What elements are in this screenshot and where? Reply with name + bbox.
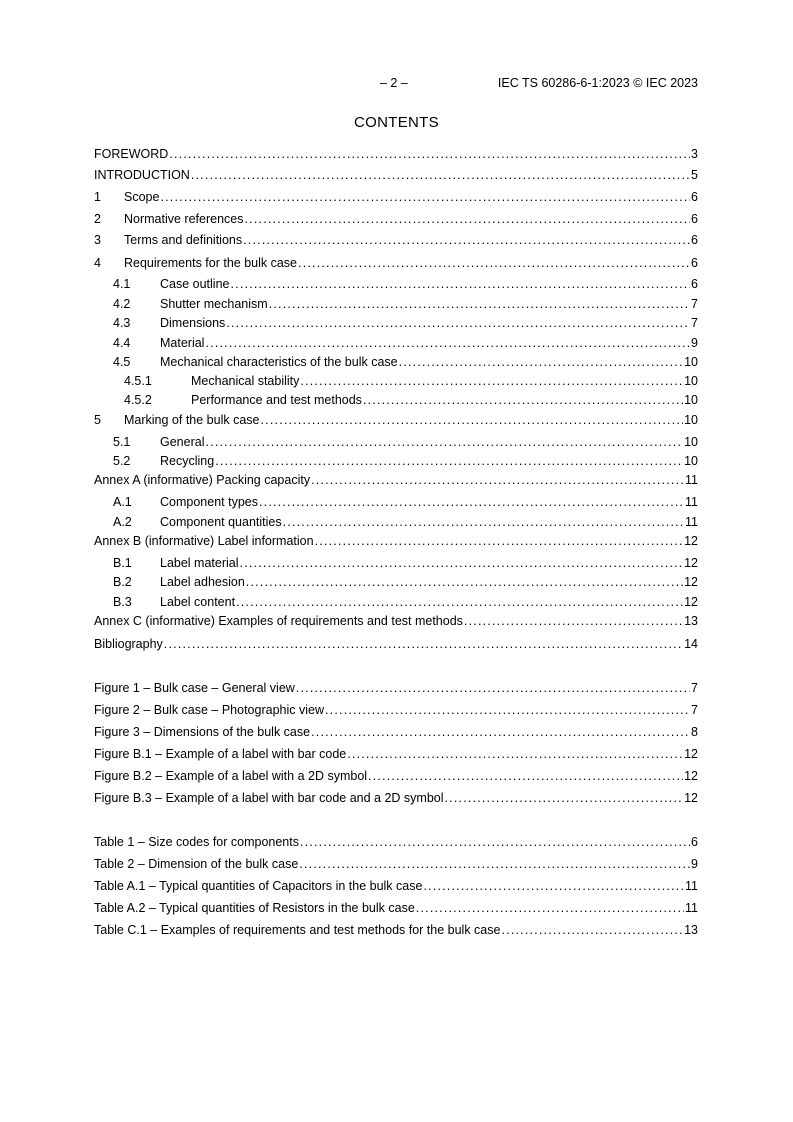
toc-entry-title: Normative references <box>124 212 244 226</box>
dot-leader <box>283 514 684 530</box>
figure-entry-title: Figure 2 – Bulk case – Photographic view <box>94 703 324 717</box>
toc-entry-title: Label material <box>160 556 239 570</box>
dot-leader <box>243 232 690 248</box>
toc-entry-number: 1 <box>94 190 101 204</box>
toc-entry[interactable] <box>94 472 698 488</box>
figure-entry[interactable] <box>94 680 698 696</box>
dot-leader <box>269 296 690 312</box>
toc-entry-number: 4.1 <box>113 277 131 291</box>
toc-entry[interactable] <box>94 276 698 292</box>
toc-entry-title: FOREWORD <box>94 147 169 161</box>
toc-entry-title: Material <box>160 336 205 350</box>
toc-entry[interactable] <box>94 211 698 227</box>
toc-entry-page: 9 <box>691 336 698 350</box>
dot-leader <box>298 255 690 271</box>
figure-entry[interactable] <box>94 724 698 740</box>
toc-entry-page: 5 <box>691 168 698 182</box>
toc-entry[interactable] <box>94 613 698 629</box>
toc-entry-number: 4.2 <box>113 297 131 311</box>
dot-leader <box>300 373 683 389</box>
toc-entry-page: 3 <box>691 147 698 161</box>
toc-entry[interactable] <box>94 296 698 312</box>
figure-entry-page: 12 <box>684 769 698 783</box>
toc-entry-number: 5.1 <box>113 435 131 449</box>
toc-entry-number: 4.3 <box>113 316 131 330</box>
toc-entry-page: 10 <box>684 435 698 449</box>
toc-entry-page: 10 <box>684 393 698 407</box>
table-entry-page: 13 <box>684 923 698 937</box>
dot-leader <box>464 613 683 629</box>
toc-entry-page: 12 <box>684 534 698 548</box>
toc-entry-title: Label content <box>160 595 236 609</box>
contents-title: CONTENTS <box>354 114 439 131</box>
dot-leader <box>363 392 683 408</box>
toc-entry-page: 12 <box>684 556 698 570</box>
toc-entry-page: 14 <box>684 637 698 651</box>
table-entry-title: Table 2 – Dimension of the bulk case <box>94 857 299 871</box>
toc-entry-page: 10 <box>684 413 698 427</box>
figure-entry[interactable] <box>94 746 698 762</box>
toc-entry[interactable] <box>94 594 698 610</box>
toc-entry-number: 4.5.1 <box>124 374 152 388</box>
dot-leader <box>311 472 684 488</box>
toc-entry-page: 10 <box>684 374 698 388</box>
toc-entry-number: 5 <box>94 413 101 427</box>
toc-entry-number: A.1 <box>113 495 132 509</box>
dot-leader <box>259 494 684 510</box>
toc-entry[interactable] <box>94 315 698 331</box>
toc-entry-title: Component quantities <box>160 515 282 529</box>
toc-entry-page: 6 <box>691 190 698 204</box>
document-reference: IEC TS 60286-6-1:2023 © IEC 2023 <box>497 76 698 90</box>
toc-entry-page: 11 <box>685 473 698 487</box>
toc-entry-page: 12 <box>684 595 698 609</box>
dot-leader <box>423 878 684 894</box>
figure-entry-page: 12 <box>684 791 698 805</box>
dot-leader <box>205 335 690 351</box>
dot-leader <box>399 354 683 370</box>
toc-entry-title: Scope <box>124 190 160 204</box>
toc-entry-title: Component types <box>160 495 258 509</box>
figure-entry-title: Figure B.3 – Example of a label with bar code and a 2D symbol <box>94 791 444 805</box>
dot-leader <box>261 412 684 428</box>
dot-leader <box>347 746 683 762</box>
figure-entry-title: Figure B.1 – Example of a label with bar code <box>94 747 347 761</box>
figure-entry-page: 12 <box>684 747 698 761</box>
toc-entry[interactable] <box>94 434 698 450</box>
table-entry[interactable] <box>94 856 698 872</box>
toc-entry[interactable] <box>94 189 698 205</box>
toc-entry-title: Marking of the bulk case <box>124 413 260 427</box>
toc-entry-number: A.2 <box>113 515 132 529</box>
toc-entry-title: Annex C (informative) Examples of requirements and test methods <box>94 614 463 628</box>
figure-entry-title: Figure 1 – Bulk case – General view <box>94 681 295 695</box>
toc-entry-page: 13 <box>684 614 698 628</box>
dot-leader <box>416 900 684 916</box>
figure-entry[interactable] <box>94 768 698 784</box>
toc-entry[interactable] <box>94 636 698 652</box>
page-number: – 2 – <box>380 76 408 90</box>
toc-entry-number: 5.2 <box>113 454 131 468</box>
dot-leader <box>240 555 684 571</box>
dot-leader <box>169 146 690 162</box>
toc-entry-page: 7 <box>691 316 698 330</box>
toc-entry[interactable] <box>94 255 698 271</box>
toc-entry[interactable] <box>94 555 698 571</box>
toc-entry[interactable] <box>94 167 698 183</box>
dot-leader <box>501 922 683 938</box>
toc-entry-title: Annex A (informative) Packing capacity <box>94 473 311 487</box>
table-entry-title: Table A.2 – Typical quantities of Resistors in the bulk case <box>94 901 415 915</box>
table-entry-page: 11 <box>685 879 698 893</box>
table-entry-page: 6 <box>691 835 698 849</box>
toc-entry-title: INTRODUCTION <box>94 168 190 182</box>
dot-leader <box>299 856 690 872</box>
dot-leader <box>315 533 684 549</box>
toc-entry-number: 4.4 <box>113 336 131 350</box>
toc-entry-title: Shutter mechanism <box>160 297 268 311</box>
toc-entry-page: 6 <box>691 256 698 270</box>
toc-entry-number: B.1 <box>113 556 132 570</box>
figure-entry-title: Figure B.2 – Example of a label with a 2D symbol <box>94 769 368 783</box>
figure-entry[interactable] <box>94 702 698 718</box>
toc-entry-page: 11 <box>685 495 698 509</box>
toc-entry[interactable] <box>94 232 698 248</box>
toc-entry-page: 6 <box>691 212 698 226</box>
toc-entry-number: 4.5 <box>113 355 131 369</box>
table-entry[interactable] <box>94 878 698 894</box>
toc-entry-number: 3 <box>94 233 101 247</box>
figure-entry-page: 7 <box>691 703 698 717</box>
table-of-contents <box>94 0 698 1122</box>
toc-entry-page: 10 <box>684 355 698 369</box>
figure-entry[interactable] <box>94 790 698 806</box>
toc-entry[interactable] <box>94 453 698 469</box>
toc-entry-title: Mechanical characteristics of the bulk case <box>160 355 398 369</box>
dot-leader <box>236 594 683 610</box>
toc-entry[interactable] <box>94 146 698 162</box>
toc-entry-title: Bibliography <box>94 637 163 651</box>
toc-entry-page: 11 <box>685 515 698 529</box>
figure-entry-page: 7 <box>691 681 698 695</box>
dot-leader <box>191 167 690 183</box>
toc-entry-title: Requirements for the bulk case <box>124 256 298 270</box>
dot-leader <box>445 790 684 806</box>
table-entry[interactable] <box>94 922 698 938</box>
table-entry-page: 9 <box>691 857 698 871</box>
toc-entry[interactable] <box>94 514 698 530</box>
toc-entry-title: Performance and test methods <box>191 393 362 407</box>
toc-entry[interactable] <box>94 574 698 590</box>
figure-entry-page: 8 <box>691 725 698 739</box>
toc-entry-number: B.2 <box>113 575 132 589</box>
dot-leader <box>231 276 691 292</box>
toc-entry-title: Mechanical stability <box>191 374 300 388</box>
toc-entry-title: Recycling <box>160 454 215 468</box>
dot-leader <box>246 574 683 590</box>
dot-leader <box>325 702 690 718</box>
toc-entry-title: Dimensions <box>160 316 226 330</box>
toc-entry[interactable] <box>94 335 698 351</box>
dot-leader <box>245 211 691 227</box>
table-entry-title: Table 1 – Size codes for components <box>94 835 299 849</box>
toc-entry-number: 2 <box>94 212 101 226</box>
table-entry-title: Table C.1 – Examples of requirements and test methods for the bulk case <box>94 923 501 937</box>
toc-entry-page: 7 <box>691 297 698 311</box>
dot-leader <box>226 315 690 331</box>
table-entry-page: 11 <box>685 901 698 915</box>
dot-leader <box>311 724 690 740</box>
toc-entry[interactable] <box>94 533 698 549</box>
toc-entry-number: 4.5.2 <box>124 393 152 407</box>
toc-entry[interactable] <box>94 392 698 408</box>
dot-leader <box>215 453 683 469</box>
dot-leader <box>164 636 683 652</box>
toc-entry-title: Annex B (informative) Label information <box>94 534 314 548</box>
toc-entry-page: 10 <box>684 454 698 468</box>
dot-leader <box>300 834 690 850</box>
toc-entry-page: 6 <box>691 277 698 291</box>
toc-entry-page: 6 <box>691 233 698 247</box>
toc-entry-title: Terms and definitions <box>124 233 243 247</box>
toc-entry-number: 4 <box>94 256 101 270</box>
table-entry[interactable] <box>94 900 698 916</box>
toc-entry-page: 12 <box>684 575 698 589</box>
toc-entry[interactable] <box>94 354 698 370</box>
dot-leader <box>368 768 683 784</box>
toc-entry[interactable] <box>94 373 698 389</box>
table-entry[interactable] <box>94 834 698 850</box>
toc-entry[interactable] <box>94 494 698 510</box>
dot-leader <box>296 680 690 696</box>
dot-leader <box>205 434 683 450</box>
figure-entry-title: Figure 3 – Dimensions of the bulk case <box>94 725 311 739</box>
toc-entry-title: General <box>160 435 205 449</box>
dot-leader <box>160 189 690 205</box>
toc-entry-number: B.3 <box>113 595 132 609</box>
table-entry-title: Table A.1 – Typical quantities of Capacitors in the bulk case <box>94 879 423 893</box>
toc-entry-title: Case outline <box>160 277 230 291</box>
toc-entry[interactable] <box>94 412 698 428</box>
toc-entry-title: Label adhesion <box>160 575 245 589</box>
